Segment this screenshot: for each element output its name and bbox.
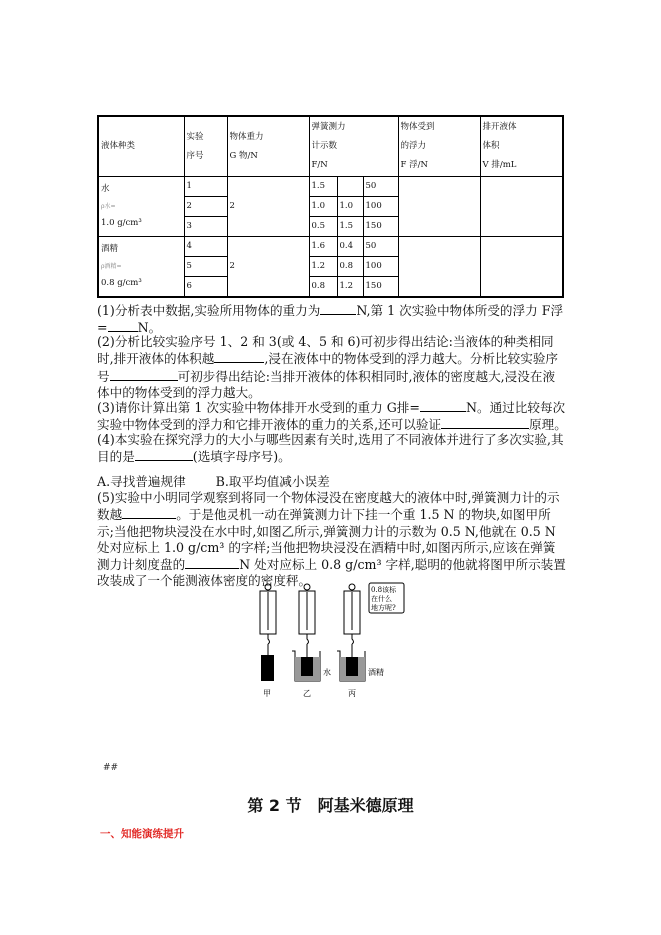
weight-cell: 2 (227, 237, 309, 298)
table-cell: 0.4 (337, 237, 363, 257)
spring-scale-figure (240, 582, 420, 702)
table-cell: 0.8 (309, 277, 337, 298)
table-cell: 1.0 (309, 197, 337, 217)
question-3: (3)请你计算出第 1 次实验中物体排开水受到的重力 G排= N。通过比较每次实验中物体受到的浮力和它排开液体的重力的关系,还可以验证 原理。 (97, 400, 567, 433)
table-cell: 100 (363, 257, 398, 277)
table-cell: 2 (184, 197, 227, 217)
table-cell (480, 237, 563, 298)
table-cell (337, 177, 363, 197)
question-4: (4)本实验在探究浮力的大小与哪些因素有关时,选用了不同液体并进行了多次实验,其目的是 (选填字母序号)。 (97, 432, 564, 465)
header-liquid: 液体种类 (98, 116, 184, 177)
section-title: 第 2 节 阿基米德原理 (247, 796, 414, 815)
table-cell: 100 (363, 197, 398, 217)
table-cell (398, 177, 480, 237)
bubble-text: 0.8该标 (371, 586, 397, 594)
table-cell: 150 (363, 217, 398, 237)
question-2: (2)分析比较实验序号 1、2 和 3(或 4、5 和 6)可初步得出结论:当液体的种类相同时,排开液体的体积越 ,浸在液体中的物体受到的浮力越大。分析比较实验序号 可初步得出结论:当排开液体的体积相同时,液体的密度越大,浸没在液体中的物体受到的浮力越大。 (97, 334, 559, 400)
table-cell (480, 177, 563, 237)
bubble-text: 在什么 (371, 595, 392, 603)
table-cell: 50 (363, 177, 398, 197)
table-cell: 0.5 (309, 217, 337, 237)
question-1: (1)分析表中数据,实验所用物体的重力为 N,第 1 次实验中物体所受的浮力 F浮= N。 (97, 303, 564, 336)
table-cell: 1.5 (337, 217, 363, 237)
figure-label: 乙 (303, 689, 311, 698)
weight-cell: 2 (227, 177, 309, 237)
table-cell: 1 (184, 177, 227, 197)
table-cell: 1.5 (309, 177, 337, 197)
header-weight: 物体重力 G 物/N (227, 116, 309, 177)
question-5: (5)实验中小明同学观察到将同一个物体浸没在密度越大的液体中时,弹簧测力计的示数越 。于是他灵机一动在弹簧测力计下挂一个重 1.5 N 的物块,如图甲所示;当他把物块浸没在水中时,如图乙所示,弹簧测力计的示数为 0.5 N,他就在 0.5 N 处对应标上 1.0 g/cm³ 的字样;当他把物块浸没在酒精中时,如图丙所示,应该在弹簧测力计刻度盘的 N 处对应标上 0.8 g/cm³ 字样,聪明的他就将图甲所示装置改装成了一个能测液体密度的密度秤。 (97, 490, 566, 589)
table-cell: 1.2 (309, 257, 337, 277)
table-cell: 5 (184, 257, 227, 277)
table-cell (398, 237, 480, 298)
header-buoyancy: 物体受到 的浮力 F 浮/N (398, 116, 480, 177)
table-cell: 1.6 (309, 237, 337, 257)
table-cell: 1.0 (337, 197, 363, 217)
figure-label: 甲 (263, 689, 271, 698)
figure-label: 丙 (348, 689, 356, 698)
table-cell: 1.2 (337, 277, 363, 298)
header-spring: 弹簧测力 计示数 F/N (309, 116, 398, 177)
section-marker: ## (103, 763, 119, 773)
alcohol-label: 酒精 (368, 668, 384, 677)
table-cell: 0.8 (337, 257, 363, 277)
table-cell: 6 (184, 277, 227, 298)
table-cell: 150 (363, 277, 398, 298)
experiment-table (97, 115, 564, 298)
bubble-text: 地方呢? (371, 604, 396, 612)
subsection-heading: 一、知能演练提升 (100, 828, 184, 840)
liquid-cell: 水 ρ水= 1.0 g/cm³ (98, 177, 184, 237)
question-4-options: A.寻找普遍规律 B.取平均值减小误差 (97, 474, 330, 489)
table-cell: 50 (363, 237, 398, 257)
header-seq: 实验 序号 (184, 116, 227, 177)
table-cell: 3 (184, 217, 227, 237)
table-cell: 4 (184, 237, 227, 257)
liquid-cell: 酒精 ρ酒精= 0.8 g/cm³ (98, 237, 184, 298)
water-label: 水 (323, 668, 331, 677)
header-volume: 排开液体 体积 V 排/mL (480, 116, 563, 177)
